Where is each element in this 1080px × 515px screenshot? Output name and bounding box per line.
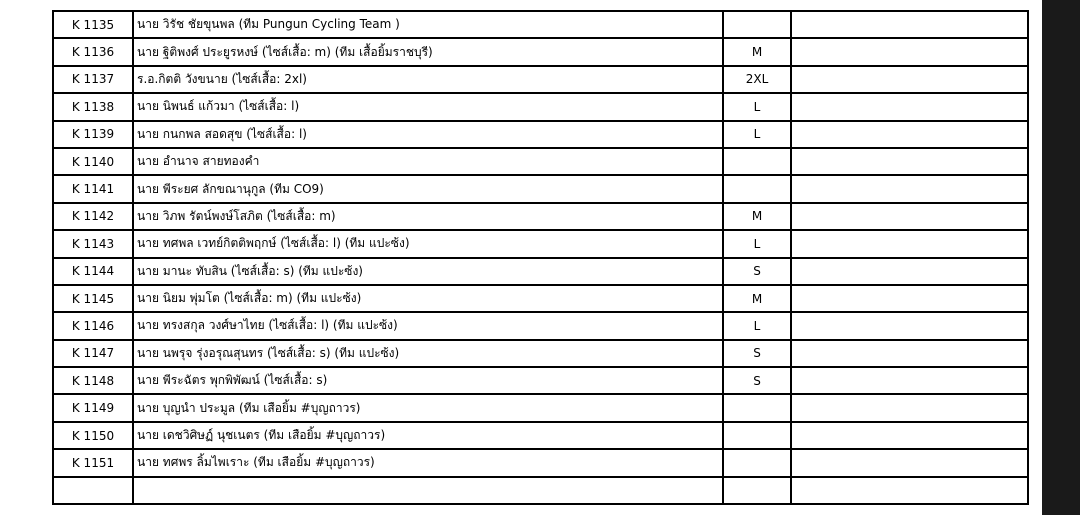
table-row [53, 258, 1028, 285]
table-row [53, 203, 1028, 230]
note-cell [791, 175, 1028, 202]
participant-name-cell: นาย นพรุจ รุ่งอรุณสุนทร (ไซส์เสื้อ: s) (ทีม แปะซ้ง) [133, 340, 723, 367]
note-cell [791, 449, 1028, 476]
shirt-size-cell: S [723, 367, 791, 394]
table-row [53, 367, 1028, 394]
shirt-size-cell: M [723, 38, 791, 65]
bib-number-cell: K 1145 [53, 285, 133, 312]
viewer-side-strip [1042, 0, 1080, 515]
shirt-size-cell [723, 449, 791, 476]
participant-name-cell: นาย ฐิติพงศ์ ประยูรหงษ์ (ไซส์เสื้อ: m) (ทีม เสื้อยิ้มราชบุรี) [133, 38, 723, 65]
participant-name-cell: นาย ทรงสกุล วงศ์ษาไทย (ไซส์เสื้อ: l) (ทีม แปะซ้ง) [133, 312, 723, 339]
table-row [53, 11, 1028, 38]
participant-name-cell: นาย ทศพล เวทย์กิตติพฤกษ์ (ไซส์เสื้อ: l) (ทีม แปะซ้ง) [133, 230, 723, 257]
note-cell [791, 477, 1028, 504]
table-row [53, 66, 1028, 93]
table-row [53, 449, 1028, 476]
table-row [53, 38, 1028, 65]
note-cell [791, 230, 1028, 257]
bib-number-cell: K 1136 [53, 38, 133, 65]
bib-number-cell: K 1138 [53, 93, 133, 120]
participant-name-cell: นาย มานะ ทับสิน (ไซส์เสื้อ: s) (ทีม แปะซ้ง) [133, 258, 723, 285]
table-row [53, 285, 1028, 312]
participant-name-cell: นาย วิภพ รัตน์พงษ์โสภิต (ไซส์เสื้อ: m) [133, 203, 723, 230]
bib-number-cell [53, 477, 133, 504]
bib-number-cell: K 1150 [53, 422, 133, 449]
shirt-size-cell: M [723, 285, 791, 312]
note-cell [791, 285, 1028, 312]
shirt-size-cell [723, 422, 791, 449]
table-row [53, 175, 1028, 202]
note-cell [791, 203, 1028, 230]
table-row [53, 93, 1028, 120]
bib-number-cell: K 1149 [53, 394, 133, 421]
bib-number-cell: K 1143 [53, 230, 133, 257]
shirt-size-cell [723, 148, 791, 175]
table-row [53, 422, 1028, 449]
bib-number-cell: K 1141 [53, 175, 133, 202]
note-cell [791, 11, 1028, 38]
note-cell [791, 38, 1028, 65]
note-cell [791, 121, 1028, 148]
bib-number-cell: K 1147 [53, 340, 133, 367]
participant-name-cell: นาย วิรัช ชัยขุนพล (ทีม Pungun Cycling Team ) [133, 11, 723, 38]
participant-name-cell [133, 477, 723, 504]
participant-name-cell: ร.อ.กิตติ วังขนาย (ไซส์เสื้อ: 2xl) [133, 66, 723, 93]
shirt-size-cell: L [723, 121, 791, 148]
participant-name-cell: นาย พีระฉัตร พุกพิพัฒน์ (ไซส์เสื้อ: s) [133, 367, 723, 394]
table-row [53, 148, 1028, 175]
note-cell [791, 422, 1028, 449]
bib-number-cell: K 1144 [53, 258, 133, 285]
participant-name-cell: นาย นิยม พุ่มโต (ไซส์เสื้อ: m) (ทีม แปะซ้ง) [133, 285, 723, 312]
bib-number-cell: K 1146 [53, 312, 133, 339]
shirt-size-cell: 2XL [723, 66, 791, 93]
table-row [53, 340, 1028, 367]
bib-number-cell: K 1135 [53, 11, 133, 38]
participant-name-cell: นาย ทศพร ลิ้มไพเราะ (ทีม เสือยิ้ม #บุญถาวร) [133, 449, 723, 476]
table-row [53, 230, 1028, 257]
shirt-size-cell [723, 11, 791, 38]
table-row [53, 121, 1028, 148]
shirt-size-cell: L [723, 230, 791, 257]
shirt-size-cell: S [723, 340, 791, 367]
participant-name-cell: นาย นิพนธ์ แก้วมา (ไซส์เสื้อ: l) [133, 93, 723, 120]
shirt-size-cell [723, 394, 791, 421]
shirt-size-cell: L [723, 312, 791, 339]
note-cell [791, 93, 1028, 120]
note-cell [791, 66, 1028, 93]
bib-number-cell: K 1151 [53, 449, 133, 476]
bib-number-cell: K 1137 [53, 66, 133, 93]
bib-number-cell: K 1140 [53, 148, 133, 175]
shirt-size-cell [723, 175, 791, 202]
participant-name-cell: นาย อำนาจ สายทองคำ [133, 148, 723, 175]
note-cell [791, 367, 1028, 394]
table-row [53, 477, 1028, 504]
shirt-size-cell: S [723, 258, 791, 285]
participant-name-cell: นาย เดชวิศิษฏ์ นุชเนตร (ทีม เสือยิ้ม #บุญถาวร) [133, 422, 723, 449]
participant-name-cell: นาย บุญนำ ประมูล (ทีม เสือยิ้ม #บุญถาวร) [133, 394, 723, 421]
shirt-size-cell: M [723, 203, 791, 230]
table-row [53, 394, 1028, 421]
table-row [53, 312, 1028, 339]
note-cell [791, 258, 1028, 285]
note-cell [791, 312, 1028, 339]
bib-number-cell: K 1148 [53, 367, 133, 394]
participant-table-body [53, 11, 1028, 504]
shirt-size-cell: L [723, 93, 791, 120]
bib-number-cell: K 1142 [53, 203, 133, 230]
participant-name-cell: นาย กนกพล สอดสุข (ไซส์เสื้อ: l) [133, 121, 723, 148]
bib-number-cell: K 1139 [53, 121, 133, 148]
participant-table [52, 10, 1029, 505]
note-cell [791, 148, 1028, 175]
shirt-size-cell [723, 477, 791, 504]
note-cell [791, 340, 1028, 367]
note-cell [791, 394, 1028, 421]
participant-name-cell: นาย พีระยศ ลักขณานุกูล (ทีม CO9) [133, 175, 723, 202]
